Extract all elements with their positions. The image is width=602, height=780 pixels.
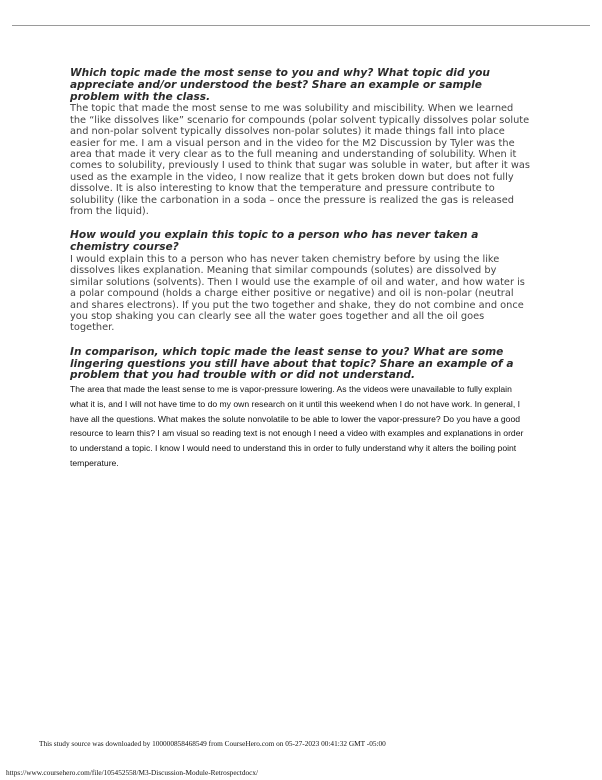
question-heading: Which topic made the most sense to you and why? What topic did you appreciate and/or understood the best? Share an example or sample problem with the class. xyxy=(70,67,490,103)
answer-paragraph: The area that made the least sense to me is vapor-pressure lowering. As the videos were unavailable to fully explain what it is, and I will not have time to do my own research on it until this weekend when I do not have work. In general, I have all the questions. What makes the solute nonvolatile to be able to lower the vapor-pressure? Do you have a good resource to learn this? I am visual so reading text is not enough I need a video with examples and explanations in order to understand a topic. I know I would need to understand this in order to fully understand why it alters the boiling point temperature. xyxy=(70,384,524,468)
section-least-sense xyxy=(70,347,530,471)
header-divider xyxy=(12,25,590,26)
question-heading: In comparison, which topic made the least sense to you? What are some lingering questions you still have about that topic? Share an example of a problem that you had trouble with or did not understand. xyxy=(70,345,514,382)
answer-paragraph: The topic that made the most sense to me was solubility and miscibility. When we learned the “like dissolves like” scenario for compounds (polar solvent typically dissolves polar solute and non-polar solvent typically dissolves non-polar solutes) it made things fall into place easier for me. I am a visual person and in the video for the M2 Discussion by Tyler was the area that made it very clear as to the full meaning and understanding of solubility. When it comes to solubility, previously I used to think that sugar was soluble in water, but after it was used as the example in the video, I now realize that it gets broken down but does not fully dissolve. It is also interesting to know that the temperature and pressure contribute to solubility (like the carbonation in a soda – once the pressure is realized the gas is released from the liquid). xyxy=(70,103,531,218)
section-explain-topic xyxy=(70,230,530,333)
source-url[interactable]: https://www.coursehero.com/file/105452558/M3-Discussion-Module-Retrospectdocx/ xyxy=(6,768,259,777)
section-most-sense xyxy=(70,68,530,217)
document-body xyxy=(70,68,530,471)
answer-paragraph: I would explain this to a person who has never taken chemistry before by using the like dissolves likes explanation. Meaning that similar compounds (solutes) are dissolved by similar solutions (solvents). Then I would use the example of oil and water, and how water is a polar compound (holds a charge either positive or negative) and oil is non-polar (neutral and shares electrons). If you put the two together and shake, they do not combine and once you stop shaking you can clearly see all the water goes together and all the oil goes together. xyxy=(70,254,525,334)
question-heading: How would you explain this topic to a person who has never taken a chemistry course? xyxy=(70,229,479,254)
download-notice: This study source was downloaded by 100000858468549 from CourseHero.com on 05-27-2023 00:41:32 GMT -05:00 xyxy=(39,739,386,748)
